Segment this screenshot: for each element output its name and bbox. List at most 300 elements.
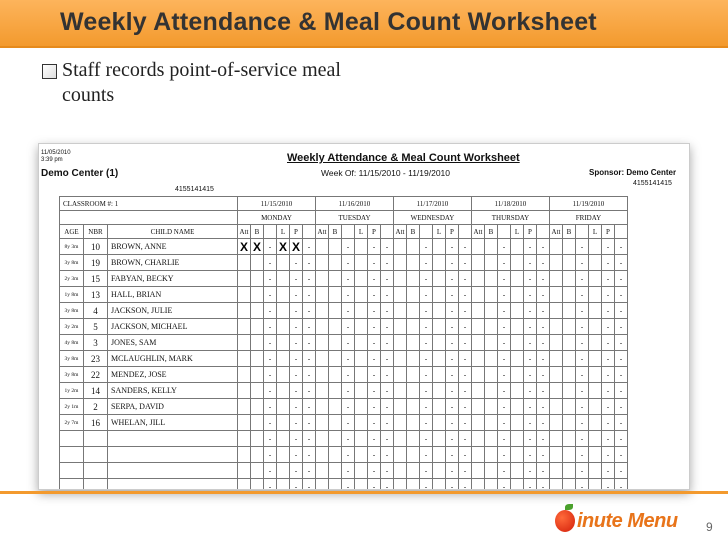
meal-cell — [394, 351, 407, 367]
meal-cell — [251, 415, 264, 431]
meal-cell: - — [381, 239, 394, 255]
sponsor-name: Sponsor: Demo Center — [589, 168, 677, 177]
table-row — [60, 367, 628, 383]
meal-cell — [407, 447, 420, 463]
col-header-p: P — [290, 225, 303, 239]
meal-cell — [355, 319, 368, 335]
meal-cell: - — [459, 335, 472, 351]
meal-cell: - — [264, 383, 277, 399]
meal-cell: - — [381, 287, 394, 303]
col-header-blank — [576, 225, 589, 239]
meal-mark: X — [277, 239, 290, 255]
meal-cell — [589, 479, 602, 491]
col-header-b: B — [251, 225, 264, 239]
meal-cell — [433, 319, 446, 335]
meal-cell — [251, 255, 264, 271]
day-date: 11/19/2010 — [550, 197, 628, 211]
meal-cell — [589, 239, 602, 255]
meal-cell — [316, 335, 329, 351]
meal-cell: - — [524, 319, 537, 335]
sponsor-phone: 4155141415 — [633, 180, 672, 187]
meal-cell — [277, 351, 290, 367]
meal-cell: - — [537, 463, 550, 479]
meal-cell — [407, 335, 420, 351]
child-age — [60, 447, 84, 463]
meal-cell — [589, 319, 602, 335]
col-header-nbr: NBR — [84, 225, 108, 239]
table-row — [60, 303, 628, 319]
meal-cell — [238, 367, 251, 383]
day-name: FRIDAY — [550, 211, 628, 225]
meal-cell — [251, 447, 264, 463]
child-number — [84, 479, 108, 491]
child-number: 16 — [84, 415, 108, 431]
table-row — [60, 383, 628, 399]
meal-cell: - — [524, 399, 537, 415]
meal-cell — [329, 239, 342, 255]
meal-mark: X — [238, 239, 251, 255]
meal-cell — [238, 431, 251, 447]
col-header-blank — [342, 225, 355, 239]
meal-cell — [407, 239, 420, 255]
meal-cell: - — [368, 415, 381, 431]
meal-cell: - — [615, 367, 628, 383]
meal-cell: - — [602, 463, 615, 479]
child-name: JACKSON, MICHAEL — [108, 319, 238, 335]
child-name: SANDERS, KELLY — [108, 383, 238, 399]
meal-cell: - — [615, 351, 628, 367]
meal-cell: - — [420, 383, 433, 399]
meal-cell — [355, 479, 368, 491]
week-of: Week Of: 11/15/2010 - 11/19/2010 — [321, 168, 451, 178]
meal-cell: - — [615, 239, 628, 255]
meal-cell — [485, 447, 498, 463]
table-row — [60, 287, 628, 303]
child-name: JONES, SAM — [108, 335, 238, 351]
meal-cell — [433, 351, 446, 367]
table-row — [60, 271, 628, 287]
meal-cell: - — [420, 415, 433, 431]
meal-cell: - — [576, 431, 589, 447]
meal-cell — [329, 383, 342, 399]
meal-cell — [433, 239, 446, 255]
meal-cell: - — [420, 479, 433, 491]
meal-cell: - — [303, 303, 316, 319]
meal-cell: - — [524, 255, 537, 271]
meal-cell — [407, 415, 420, 431]
meal-cell — [238, 335, 251, 351]
footer-line — [0, 491, 728, 494]
meal-cell: - — [576, 255, 589, 271]
col-header-blank — [264, 225, 277, 239]
meal-cell: - — [420, 255, 433, 271]
meal-cell: - — [290, 335, 303, 351]
child-number: 3 — [84, 335, 108, 351]
meal-cell — [407, 463, 420, 479]
child-age: 3y 8m — [60, 303, 84, 319]
meal-cell: - — [290, 447, 303, 463]
meal-cell: - — [303, 351, 316, 367]
child-age: 3y 2m — [60, 319, 84, 335]
meal-cell: - — [537, 239, 550, 255]
meal-cell: - — [342, 351, 355, 367]
meal-cell: - — [498, 303, 511, 319]
meal-cell: - — [537, 367, 550, 383]
meal-cell: - — [576, 399, 589, 415]
meal-cell — [433, 255, 446, 271]
meal-cell: - — [459, 271, 472, 287]
meal-cell: - — [537, 303, 550, 319]
center-name: Demo Center (1) — [41, 168, 119, 179]
meal-cell: - — [602, 431, 615, 447]
meal-cell — [316, 239, 329, 255]
meal-cell — [251, 319, 264, 335]
meal-cell: - — [524, 271, 537, 287]
meal-cell — [589, 287, 602, 303]
meal-cell: - — [420, 319, 433, 335]
meal-cell: - — [615, 447, 628, 463]
meal-cell: - — [537, 415, 550, 431]
col-header-b: B — [329, 225, 342, 239]
meal-cell — [407, 271, 420, 287]
meal-cell: - — [576, 351, 589, 367]
col-header-blank — [498, 225, 511, 239]
meal-cell: - — [420, 447, 433, 463]
child-age: 4y 8m — [60, 335, 84, 351]
meal-cell: - — [368, 351, 381, 367]
meal-cell — [511, 271, 524, 287]
meal-cell — [238, 479, 251, 491]
worksheet-title: Weekly Attendance & Meal Count Worksheet — [287, 152, 520, 164]
meal-cell: - — [381, 479, 394, 491]
meal-cell — [355, 287, 368, 303]
meal-cell — [251, 479, 264, 491]
meal-cell — [277, 335, 290, 351]
meal-cell: - — [290, 351, 303, 367]
meal-cell — [277, 367, 290, 383]
meal-cell: - — [602, 447, 615, 463]
meal-cell: - — [290, 319, 303, 335]
meal-cell — [472, 239, 485, 255]
meal-cell: - — [537, 479, 550, 491]
child-name: SERPA, DAVID — [108, 399, 238, 415]
child-number: 5 — [84, 319, 108, 335]
meal-cell: - — [615, 303, 628, 319]
col-header-p: P — [524, 225, 537, 239]
meal-cell — [589, 415, 602, 431]
meal-cell: - — [537, 255, 550, 271]
child-number: 13 — [84, 287, 108, 303]
meal-cell: - — [446, 367, 459, 383]
meal-cell — [550, 255, 563, 271]
meal-cell — [550, 239, 563, 255]
meal-cell — [550, 447, 563, 463]
meal-cell — [394, 255, 407, 271]
meal-cell: - — [446, 319, 459, 335]
meal-cell: - — [524, 335, 537, 351]
meal-cell: - — [615, 335, 628, 351]
meal-cell — [355, 367, 368, 383]
meal-cell: - — [537, 431, 550, 447]
meal-cell — [589, 335, 602, 351]
meal-cell — [238, 383, 251, 399]
meal-cell: - — [290, 399, 303, 415]
meal-cell: - — [264, 415, 277, 431]
meal-cell — [407, 399, 420, 415]
meal-cell: - — [615, 287, 628, 303]
meal-cell: - — [498, 287, 511, 303]
meal-cell — [472, 303, 485, 319]
meal-cell — [472, 287, 485, 303]
day-date: 11/18/2010 — [472, 197, 550, 211]
meal-cell: - — [459, 239, 472, 255]
child-number: 15 — [84, 271, 108, 287]
meal-cell — [394, 335, 407, 351]
meal-cell: - — [264, 479, 277, 491]
meal-cell: - — [264, 271, 277, 287]
meal-cell: - — [381, 255, 394, 271]
meal-cell: - — [524, 351, 537, 367]
meal-cell: - — [368, 335, 381, 351]
table-row — [60, 415, 628, 431]
meal-cell — [472, 367, 485, 383]
col-header-blank — [615, 225, 628, 239]
day-name: THURSDAY — [472, 211, 550, 225]
meal-cell: - — [303, 335, 316, 351]
meal-cell: - — [459, 319, 472, 335]
meal-cell: - — [342, 335, 355, 351]
child-name: HALL, BRIAN — [108, 287, 238, 303]
meal-cell — [550, 399, 563, 415]
meal-cell: - — [602, 255, 615, 271]
meal-cell — [563, 479, 576, 491]
meal-cell — [407, 383, 420, 399]
meal-cell — [355, 463, 368, 479]
child-age: 2y 3m — [60, 271, 84, 287]
meal-cell: - — [446, 399, 459, 415]
meal-cell — [329, 319, 342, 335]
meal-cell: - — [368, 463, 381, 479]
meal-cell — [472, 351, 485, 367]
meal-cell: - — [420, 431, 433, 447]
meal-cell: - — [537, 287, 550, 303]
meal-cell: - — [368, 447, 381, 463]
child-number — [84, 447, 108, 463]
table-row — [60, 431, 628, 447]
meal-cell — [511, 287, 524, 303]
meal-cell — [251, 351, 264, 367]
meal-cell: - — [576, 319, 589, 335]
meal-cell — [511, 239, 524, 255]
meal-cell: - — [303, 239, 316, 255]
meal-cell: - — [498, 415, 511, 431]
meal-cell — [394, 239, 407, 255]
meal-cell: - — [290, 287, 303, 303]
meal-cell — [394, 383, 407, 399]
meal-cell: - — [420, 303, 433, 319]
col-header-p: P — [446, 225, 459, 239]
meal-cell: - — [264, 239, 277, 255]
meal-cell: - — [290, 463, 303, 479]
meal-cell — [277, 479, 290, 491]
meal-cell: - — [368, 255, 381, 271]
meal-cell — [394, 431, 407, 447]
meal-cell — [251, 271, 264, 287]
meal-cell — [485, 367, 498, 383]
child-number: 10 — [84, 239, 108, 255]
meal-cell: - — [420, 287, 433, 303]
table-row — [60, 447, 628, 463]
meal-cell — [251, 367, 264, 383]
meal-cell: - — [576, 287, 589, 303]
meal-cell — [589, 463, 602, 479]
meal-cell: - — [420, 463, 433, 479]
col-header-blank — [303, 225, 316, 239]
meal-cell: - — [446, 239, 459, 255]
meal-cell — [355, 431, 368, 447]
meal-cell — [277, 319, 290, 335]
meal-cell — [589, 255, 602, 271]
col-header-b: B — [485, 225, 498, 239]
meal-cell — [394, 479, 407, 491]
meal-cell — [563, 271, 576, 287]
meal-cell — [407, 431, 420, 447]
meal-cell — [329, 399, 342, 415]
meal-cell: - — [381, 335, 394, 351]
meal-cell — [433, 287, 446, 303]
meal-cell — [550, 319, 563, 335]
meal-cell: - — [576, 367, 589, 383]
meal-cell: - — [459, 399, 472, 415]
meal-cell — [316, 431, 329, 447]
meal-cell — [407, 319, 420, 335]
day-date: 11/17/2010 — [394, 197, 472, 211]
meal-cell — [251, 463, 264, 479]
meal-cell: - — [290, 303, 303, 319]
meal-cell: - — [381, 303, 394, 319]
meal-cell — [238, 399, 251, 415]
child-name: FABYAN, BECKY — [108, 271, 238, 287]
meal-cell — [329, 287, 342, 303]
meal-cell: - — [303, 447, 316, 463]
meal-cell — [316, 367, 329, 383]
child-name: BROWN, CHARLIE — [108, 255, 238, 271]
meal-cell — [433, 399, 446, 415]
bullet-text: Staff records point-of-service meal counts — [62, 59, 341, 106]
meal-cell — [394, 415, 407, 431]
meal-cell: - — [420, 335, 433, 351]
meal-cell — [485, 239, 498, 255]
col-header-blank — [420, 225, 433, 239]
meal-cell — [550, 271, 563, 287]
meal-cell: - — [446, 463, 459, 479]
meal-cell — [589, 303, 602, 319]
col-header-l: L — [277, 225, 290, 239]
meal-cell — [407, 351, 420, 367]
meal-cell: - — [264, 367, 277, 383]
meal-cell — [355, 351, 368, 367]
child-name — [108, 431, 238, 447]
meal-cell — [316, 303, 329, 319]
meal-cell: - — [264, 287, 277, 303]
meal-cell — [511, 463, 524, 479]
meal-cell — [329, 447, 342, 463]
meal-cell — [329, 255, 342, 271]
table-row — [60, 479, 628, 491]
meal-cell — [550, 367, 563, 383]
meal-cell: - — [602, 287, 615, 303]
col-header-blank — [459, 225, 472, 239]
meal-cell: - — [446, 255, 459, 271]
meal-cell — [563, 255, 576, 271]
meal-cell — [511, 303, 524, 319]
meal-cell — [251, 399, 264, 415]
meal-cell — [472, 479, 485, 491]
meal-cell: - — [446, 479, 459, 491]
meal-cell — [316, 287, 329, 303]
meal-cell: - — [342, 415, 355, 431]
meal-cell — [511, 319, 524, 335]
meal-cell — [472, 335, 485, 351]
print-timestamp — [41, 150, 71, 164]
meal-cell — [316, 255, 329, 271]
meal-cell — [316, 383, 329, 399]
meal-cell — [472, 255, 485, 271]
meal-cell — [485, 383, 498, 399]
meal-cell — [251, 335, 264, 351]
meal-cell — [563, 239, 576, 255]
meal-cell: - — [420, 271, 433, 287]
meal-cell — [277, 303, 290, 319]
meal-mark: X — [290, 239, 303, 255]
meal-cell — [550, 463, 563, 479]
child-name — [108, 479, 238, 491]
meal-cell: - — [342, 399, 355, 415]
title-banner — [0, 0, 728, 48]
meal-cell — [589, 447, 602, 463]
meal-cell — [550, 383, 563, 399]
meal-cell: - — [459, 351, 472, 367]
meal-cell — [589, 351, 602, 367]
meal-cell — [238, 319, 251, 335]
meal-cell — [485, 399, 498, 415]
meal-cell — [355, 239, 368, 255]
meal-cell — [563, 447, 576, 463]
meal-cell — [472, 415, 485, 431]
meal-cell — [550, 303, 563, 319]
meal-cell — [485, 415, 498, 431]
meal-cell — [329, 335, 342, 351]
meal-cell — [563, 319, 576, 335]
meal-cell: - — [303, 463, 316, 479]
meal-cell: - — [381, 351, 394, 367]
meal-cell — [550, 287, 563, 303]
meal-cell: - — [420, 367, 433, 383]
child-number — [84, 463, 108, 479]
meal-cell: - — [459, 367, 472, 383]
meal-cell — [511, 367, 524, 383]
child-number: 2 — [84, 399, 108, 415]
meal-cell — [472, 271, 485, 287]
col-header-att: Att — [394, 225, 407, 239]
worksheet-image — [38, 143, 690, 490]
meal-cell: - — [303, 271, 316, 287]
meal-cell: - — [368, 271, 381, 287]
meal-cell: - — [381, 367, 394, 383]
meal-cell: - — [368, 319, 381, 335]
meal-cell — [277, 271, 290, 287]
meal-cell: - — [537, 319, 550, 335]
